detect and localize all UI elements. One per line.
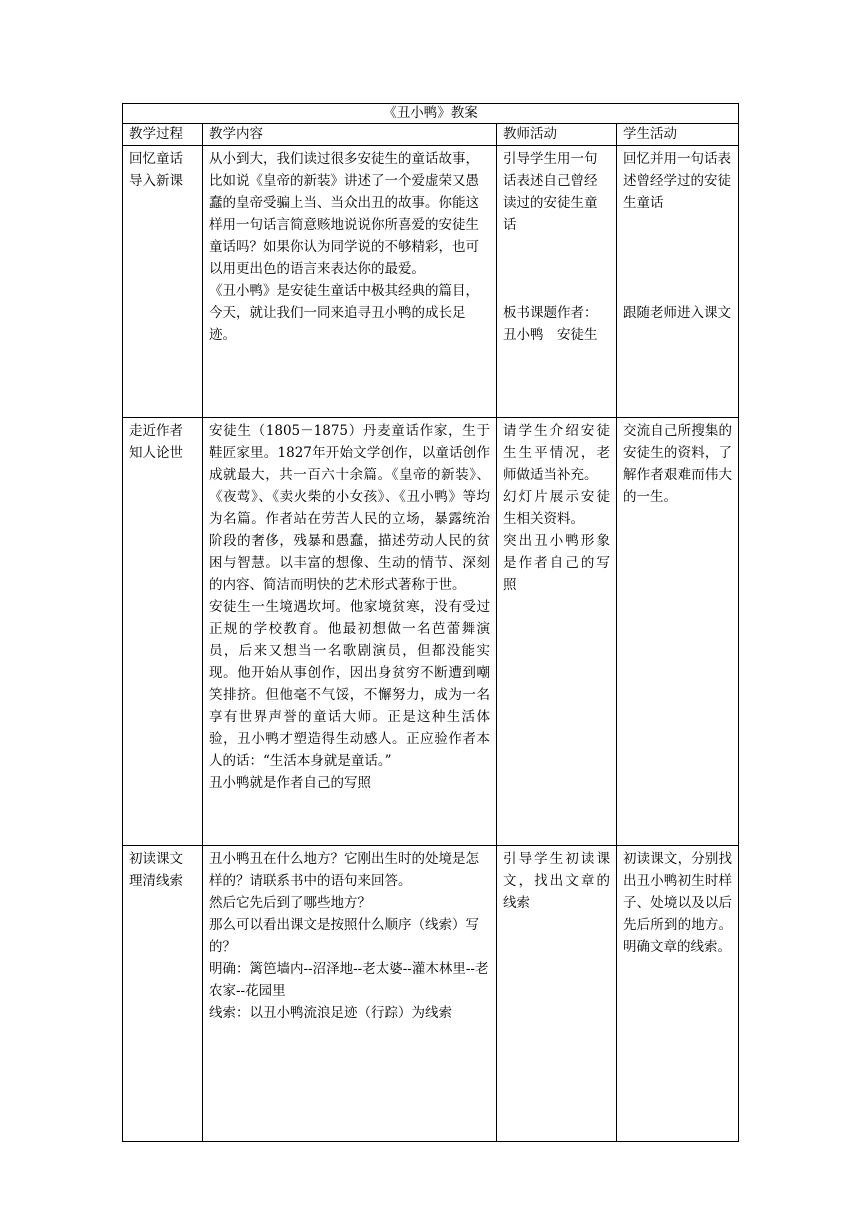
stage-cell: 回忆童话导入新课 bbox=[123, 146, 203, 418]
teacher-activity: 板书课题作者：丑小鸭 安徒生 bbox=[503, 305, 598, 343]
student-activity: 回忆并用一句话表述曾经学过的安徒生童话 bbox=[623, 151, 731, 211]
content-paragraph: 安徒生一生境遇坎坷。他家境贫寒，没有受过正规的学校教育。他最初想做一名芭蕾舞演员，后来又想当一名歌剧演员，但都没能实现。他开始从事创作，因出身贫穷不断遭到嘲笑排挤。但他毫不气馁，不懈努力，成为一名享有世界声誉的童话大师。正是这种生活体验，丑小鸭才塑造得生动感人。正应验作者本人的话：“生活本身就是童话。” bbox=[209, 599, 490, 769]
content-paragraph: 从小到大，我们读过很多安徒生的童话故事，比如说《皇帝的新装》讲述了一个爱虚荣又愚蠢的皇帝受骗上当、当众出丑的故事。你能这样用一句话言简意赅地说说你所喜爱的安徒生童话吗？如果你认为同学说的不够精彩，也可以用更出色的语言来表达你的最爱。 bbox=[209, 151, 479, 277]
content-paragraph: 安徒生（1805－1875）丹麦童话作家，生于鞋匠家里。1827年开始文学创作，以童话创作成就最大，共一百六十余篇。《皇帝的新装》、《夜莺》、《卖火柴的小女孩》、《丑小鸭》等均为名篇。作者站在劳苦人民的立场，暴露统治阶段的奢侈，残暴和愚蠢，描述劳动人民的贫困与智慧。以丰富的想像、生动的情节、深刻的内容、简洁而明快的艺术形式著称于世。 bbox=[209, 423, 490, 593]
teacher-cell bbox=[497, 846, 617, 1142]
table-row bbox=[123, 846, 739, 1142]
header-row bbox=[123, 124, 739, 146]
teacher-activity: 请学生介绍安徒生生平情况，老师做适当补充。 bbox=[503, 423, 610, 483]
table-row bbox=[123, 146, 739, 418]
header-student: 学生活动 bbox=[617, 124, 739, 146]
stage-cell: 走近作者知人论世 bbox=[123, 418, 203, 846]
header-content: 教学内容 bbox=[203, 124, 497, 146]
content-cell bbox=[203, 846, 497, 1142]
lesson-plan-table bbox=[122, 103, 739, 1142]
teacher-activity: 幻灯片展示安徒生相关资料。 bbox=[503, 489, 610, 527]
content-paragraph: 丑小鸭就是作者自己的写照 bbox=[209, 775, 371, 791]
stage-cell: 初读课文理清线索 bbox=[123, 846, 203, 1142]
teacher-activity: 突出丑小鸭形象是作者自己的写照 bbox=[503, 533, 610, 593]
student-cell bbox=[617, 846, 739, 1142]
table-title-row bbox=[123, 104, 739, 124]
table-title: 《丑小鸭》教案 bbox=[123, 104, 739, 124]
content-paragraph: 明确：篱笆墙内--沼泽地--老太婆--灌木林里--老农家--花园里 bbox=[209, 961, 489, 999]
content-paragraph: 丑小鸭丑在什么地方？它刚出生时的处境是怎样的？请联系书中的语句来回答。 bbox=[209, 851, 479, 889]
content-cell bbox=[203, 418, 497, 846]
teacher-activity: 引导学生用一句话表述自己曾经读过的安徒生童话 bbox=[503, 151, 598, 233]
student-cell bbox=[617, 146, 739, 418]
content-paragraph: 那么可以看出课文是按照什么顺序（线索）写的？ bbox=[209, 917, 479, 955]
content-cell bbox=[203, 146, 497, 418]
teacher-activity: 引导学生初读课文，找出文章的线索 bbox=[503, 851, 610, 911]
student-cell bbox=[617, 418, 739, 846]
content-paragraph: 《丑小鸭》是安徒生童话中极其经典的篇目，今天，就让我们一同来追寻丑小鸭的成长足迹。 bbox=[209, 283, 479, 343]
student-activity: 初读课文，分别找出丑小鸭初生时样子、处境以及以后先后所到的地方。明确文章的线索。 bbox=[623, 851, 732, 955]
student-activity: 交流自己所搜集的安徒生的资料，了解作者艰难而伟大的一生。 bbox=[623, 423, 732, 505]
header-teacher: 教师活动 bbox=[497, 124, 617, 146]
student-activity: 跟随老师进入课文 bbox=[623, 305, 731, 321]
header-stage: 教学过程 bbox=[123, 124, 203, 146]
teacher-cell bbox=[497, 146, 617, 418]
content-paragraph: 线索：以丑小鸭流浪足迹（行踪）为线索 bbox=[209, 1005, 452, 1021]
teacher-cell bbox=[497, 418, 617, 846]
content-paragraph: 然后它先后到了哪些地方？ bbox=[209, 895, 371, 911]
table-row bbox=[123, 418, 739, 846]
